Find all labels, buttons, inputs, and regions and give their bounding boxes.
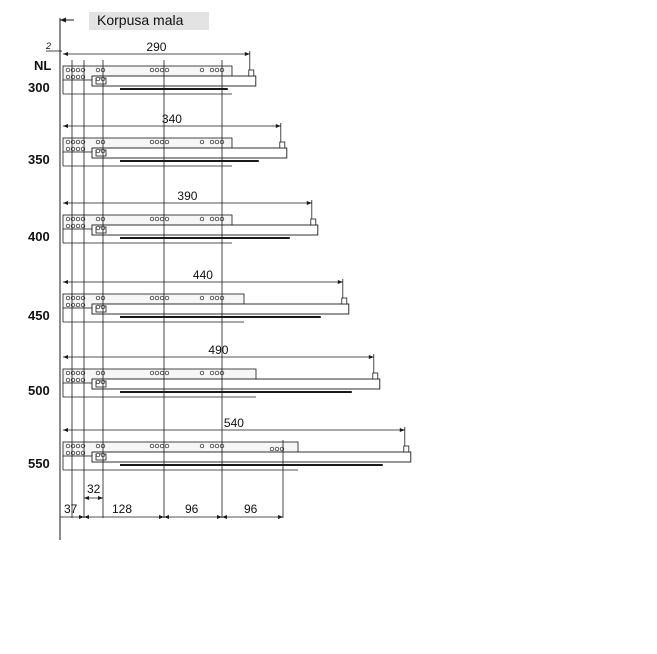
mounting-hole [66,303,70,307]
mounting-hole [165,217,169,221]
bottom-arrow-5 [217,515,222,519]
mounting-hole [76,224,80,228]
reference-arrowhead [60,18,66,23]
mounting-hole [210,68,214,72]
mounting-hole [96,453,100,457]
mounting-hole [155,217,159,221]
mounting-hole [210,296,214,300]
length-label: 340 [161,112,182,126]
mounting-hole [96,140,100,144]
mounting-hole [200,68,204,72]
length-arrow-right [307,201,312,205]
mounting-hole [96,77,100,81]
length-arrow-left [63,52,68,56]
dim-96a-label: 96 [185,502,199,516]
mounting-hole [66,68,70,72]
mounting-hole [96,371,100,375]
mounting-hole [160,371,164,375]
length-label: 290 [146,40,167,54]
rear-hook [373,373,378,379]
runner-group [28,416,411,471]
mounting-hole [150,140,154,144]
mounting-hole [165,140,169,144]
mounting-hole [155,68,159,72]
bottom-arrow-1 [79,515,84,519]
mounting-hole [165,296,169,300]
mounting-hole [76,68,80,72]
mounting-hole [66,371,70,375]
length-arrow-right [245,52,250,56]
bottom-arrow-4 [164,515,169,519]
dim-37-label: 37 [64,502,78,516]
mounting-hole [66,140,70,144]
mounting-hole [76,303,80,307]
mounting-hole [160,68,164,72]
mounting-hole [96,217,100,221]
mounting-hole [215,68,219,72]
length-arrow-left [63,280,68,284]
mounting-hole [66,296,70,300]
mounting-hole [96,380,100,384]
mounting-hole [215,444,219,448]
length-arrow-left [63,201,68,205]
runner-group [28,189,318,244]
mounting-hole [165,68,169,72]
bottom-arrow-2 [84,515,89,519]
mounting-hole [66,224,70,228]
rear-hook [249,70,254,76]
nl-value-label: 450 [28,308,50,323]
mounting-hole [76,371,80,375]
rear-hook [404,446,409,452]
mounting-hole [160,444,164,448]
mounting-hole [210,217,214,221]
mounting-hole [76,147,80,151]
length-arrow-right [369,355,374,359]
mounting-hole [96,226,100,230]
length-arrow-right [400,428,405,432]
mounting-hole [200,296,204,300]
mounting-hole [96,296,100,300]
drawer-rail [92,304,349,314]
nl-value-label: 400 [28,229,50,244]
length-label: 440 [192,268,213,282]
length-arrow-left [63,124,68,128]
mounting-hole [66,75,70,79]
dim-32-arrow-left [84,496,89,500]
mounting-hole [160,217,164,221]
mounting-hole [76,75,80,79]
dim-32-label: 32 [87,482,101,496]
nl-value-label: 500 [28,383,50,398]
nl-value-label: 550 [28,456,50,471]
length-arrow-right [276,124,281,128]
mounting-hole [210,444,214,448]
mounting-hole [66,451,70,455]
runner-list [28,40,411,471]
mounting-hole [165,371,169,375]
rear-hook [311,219,316,225]
mounting-hole [150,296,154,300]
mounting-hole [155,371,159,375]
mounting-hole [200,371,204,375]
drawer-rail [92,379,380,389]
mounting-hole [96,444,100,448]
mounting-hole [66,217,70,221]
mounting-hole [76,140,80,144]
mounting-hole [66,147,70,151]
drawer-rail [92,452,411,462]
mounting-hole [275,447,279,451]
drawer-rail [92,148,287,158]
mounting-hole [150,444,154,448]
mounting-hole [96,305,100,309]
drawer-rail [92,76,256,86]
mounting-hole [215,296,219,300]
nl-value-label: 300 [28,80,50,95]
length-arrow-right [338,280,343,284]
dim-128-label: 128 [112,502,133,516]
runner-group [28,268,349,323]
mounting-hole [155,444,159,448]
nl-value-label: 350 [28,152,50,167]
bottom-arrow-3 [159,515,164,519]
mounting-hole [76,378,80,382]
rear-hook [342,298,347,304]
mounting-hole [165,444,169,448]
mounting-hole [215,140,219,144]
length-label: 390 [177,189,198,203]
mounting-hole [76,296,80,300]
mounting-hole [155,140,159,144]
mounting-hole [215,217,219,221]
mounting-hole [96,68,100,72]
mounting-hole [150,371,154,375]
title-text: Korpusa mala [97,12,184,28]
bottom-arrow-6 [222,515,227,519]
drawer-rail [92,225,318,235]
mounting-hole [215,371,219,375]
mounting-hole [200,217,204,221]
dim-96b-label: 96 [244,502,258,516]
mounting-hole [96,149,100,153]
mounting-hole [160,140,164,144]
mounting-hole [160,296,164,300]
mounting-hole [76,451,80,455]
runner-group [28,343,380,398]
mounting-hole [76,217,80,221]
mounting-hole [210,371,214,375]
mounting-hole [66,378,70,382]
rear-hook [280,142,285,148]
mounting-hole [76,444,80,448]
mounting-hole [200,444,204,448]
mounting-hole [200,140,204,144]
mounting-hole [270,447,274,451]
nl-heading: NL [34,58,52,73]
mounting-hole [210,140,214,144]
mounting-hole [155,296,159,300]
dim-32-arrow-right [98,496,103,500]
gap-label: 2 [46,41,52,51]
mounting-hole [150,68,154,72]
mounting-hole [150,217,154,221]
length-label: 540 [223,416,244,430]
length-label: 490 [208,343,229,357]
length-arrow-left [63,355,68,359]
runner-group [28,112,287,167]
length-arrow-left [63,428,68,432]
bottom-arrow-7 [278,515,283,519]
mounting-hole [66,444,70,448]
